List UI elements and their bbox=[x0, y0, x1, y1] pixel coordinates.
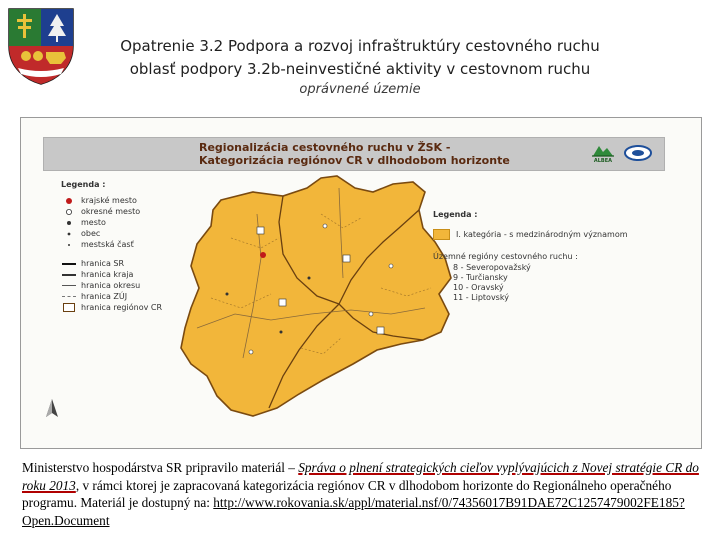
north-arrow-icon bbox=[43, 398, 61, 420]
partner-logo-icon bbox=[622, 143, 654, 163]
coat-of-arms-logo bbox=[6, 6, 76, 86]
legend-item: okresné mesto bbox=[61, 206, 176, 217]
description-paragraph: Ministerstvo hospodárstva SR pripravilo materiál – Správa o plnení strategických cieľov vyplývajúcich z Novej stratégie CR do roku 2013, v rámci ktorej je zapracovaná kategorizácia regiónov CR v dlhodobom horizonte do Regionálneho operačného programu. Materiál je dostupný na: http://www.rokovania.sk/appl/material.nsf/0/74356017B91DAE72C1257479002FE185?Open.Document bbox=[22, 460, 699, 528]
legend-item: hranica SR bbox=[61, 258, 176, 269]
map-region-shape bbox=[181, 176, 451, 416]
legend-item: hranica ZÚJ bbox=[61, 291, 176, 302]
legend-settlements bbox=[61, 180, 176, 313]
border-region-line-icon bbox=[61, 274, 77, 276]
legend-item: hranica regiónov CR bbox=[61, 302, 176, 313]
legend-left-heading: Legenda : bbox=[61, 180, 106, 189]
legend-right-heading: Legenda : bbox=[433, 210, 478, 219]
regional-city-icon bbox=[61, 197, 77, 205]
border-cr-region-icon bbox=[61, 303, 77, 312]
region-item: 11 - Liptovský bbox=[453, 293, 509, 302]
legend-item: mestská časť bbox=[61, 239, 176, 250]
town-icon bbox=[61, 219, 77, 227]
map-banner-title: Regionalizácia cestovného ruchu v ŽSK - Kategorizácia regiónov CR v dlhodobom horizonte bbox=[199, 141, 510, 167]
border-district-line-icon bbox=[61, 285, 77, 286]
region-item: 10 - Oravský bbox=[453, 283, 504, 292]
legend-item: obec bbox=[61, 228, 176, 239]
material-url-link[interactable]: http://www.rokovania.sk/appl/material.nsf/0/74356017B91DAE72C1257479002FE185?Open.Document bbox=[22, 495, 685, 528]
report-title-link[interactable]: Správa o plnení strategických cieľov vyplývajúcich z Novej stratégie CR do roku 2013 bbox=[22, 460, 699, 493]
legend-item: krajské mesto bbox=[61, 195, 176, 206]
border-zuj-line-icon bbox=[61, 296, 77, 297]
legend-item: hranica okresu bbox=[61, 280, 176, 291]
border-sr-line-icon bbox=[61, 263, 77, 265]
page-subtitle: oblasť podpory 3.2b-neinvestičné aktivity v cestovnom ruchu bbox=[129, 60, 591, 78]
district-city-icon bbox=[61, 208, 77, 216]
section-caption: oprávnené územie bbox=[299, 82, 421, 97]
regions-heading: Územné regióny cestovného ruchu : bbox=[433, 252, 578, 261]
category-swatch bbox=[433, 229, 450, 240]
legend-item: mesto bbox=[61, 217, 176, 228]
legend-item: hranica kraja bbox=[61, 269, 176, 280]
albea-logo-label: ALBEA bbox=[593, 158, 612, 164]
region-item: 8 - Severopovažský bbox=[453, 263, 531, 272]
region-item: 9 - Turčiansky bbox=[453, 273, 508, 282]
village-icon bbox=[61, 230, 77, 238]
map-banner bbox=[43, 137, 665, 171]
legend-category-item: I. kategória - s medzinárodným významom bbox=[433, 229, 663, 240]
city-part-icon bbox=[61, 241, 77, 249]
legend-categories bbox=[433, 210, 663, 303]
region-map bbox=[20, 117, 702, 449]
page-title: Opatrenie 3.2 Podpora a rozvoj infraštruktúry cestovného ruchu bbox=[120, 37, 600, 55]
